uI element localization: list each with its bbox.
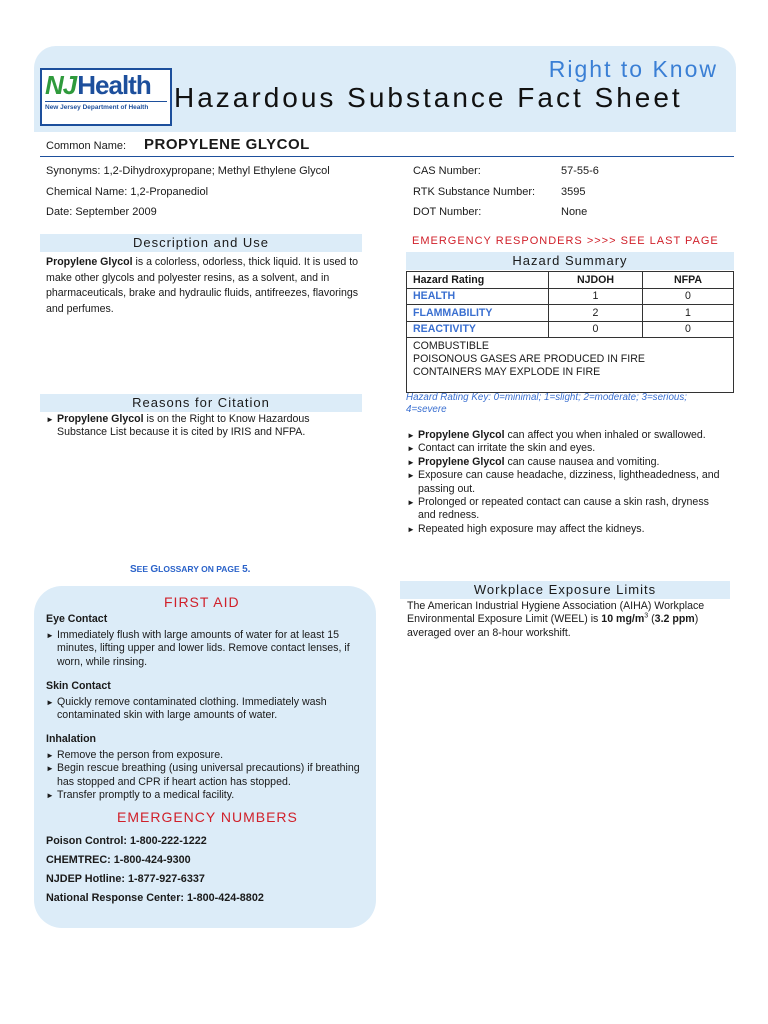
hazard-notes [407,338,734,393]
list-item: ► Contact can irritate the skin and eyes. [407,442,596,455]
synonyms: Synonyms: 1,2-Dihydroxypropane; Methyl Ethylene Glycol [46,165,330,178]
bullet-arrow-icon: ► [46,750,54,760]
njdep-hotline-number: NJDEP Hotline: 1-877-927-6337 [46,873,205,885]
description-body: is a colorless, odorless, thick liquid. It is used to make other glycols and polyester resins, as a solvent, and in pharmaceuticals, brake and hydraulic fluids, antifreezes, flavorings and perfumes. [46,256,359,316]
dot-number-row [413,202,599,223]
hazard-rating-table [406,271,734,393]
common-name-label: Common Name: [46,140,127,152]
health-nfpa: 0 [643,288,734,305]
list-item: ► Transfer promptly to a medical facility. [46,788,235,801]
national-response-center-number: National Response Center: 1-800-424-8802 [46,892,264,904]
poison-control-number: Poison Control: 1-800-222-1222 [46,835,207,847]
common-name-value: PROPYLENE GLYCOL [144,136,310,153]
row-label-health: HEALTH [407,288,549,305]
description-substance: Propylene Glycol [46,256,133,268]
emergency-numbers-heading: EMERGENCY NUMBERS [117,809,298,825]
table-header-row [407,272,734,289]
bullet-arrow-icon: ► [407,498,415,508]
logo-subtitle: New Jersey Department of Health [45,101,167,111]
flammability-njdoh: 2 [549,305,643,322]
citation-list [46,413,362,440]
list-item: ► Exposure can cause headache, dizziness, lightheadedness, and passing out. [407,469,720,495]
exposure-limits-text: The American Industrial Hygiene Association (AIHA) Workplace Environmental Exposure Limit (WEEL) is 10 $mg/m^3$ (3.2 ppm) averaged over an 8-hour workshift. [407,600,705,639]
bullet-arrow-icon: ► [46,630,54,640]
citation-substance: Propylene Glycol [57,413,144,425]
table-notes-row [407,338,734,393]
table-row [407,288,734,305]
date: Date: September 2009 [46,206,157,219]
hazard-bullets [407,429,729,536]
hazard-rating-key: Hazard Rating Key: 0=minimal; 1=slight; 2=moderate; 3=serious; 4=severe [406,392,687,415]
rtk-number-row [413,182,599,203]
list-item: ► Propylene Glycol can cause nausea and vomiting. [407,455,660,468]
hazard-summary-heading: Hazard Summary [406,252,734,270]
emergency-numbers-list [46,832,366,908]
bullet-arrow-icon: ► [46,697,54,707]
logo-nj-text: NJ [45,70,77,100]
list-item: ► Propylene Glycol can affect you when inhaled or swallowed. [407,429,706,441]
rtk-number-value: 3595 [561,185,586,198]
header-divider [40,156,734,157]
bullet-arrow-icon: ► [407,444,415,454]
list-item: ► Immediately flush with large amounts of water for at least 15 minutes, lifting upper and lower lids. Remove contact lenses, if worn, while rinsing. [46,628,350,668]
bullet-arrow-icon: ► [407,524,415,534]
row-label-reactivity: REACTIVITY [407,321,549,338]
list-item: ► Remove the person from exposure. [46,748,224,761]
skin-contact-section [46,679,366,723]
col-nfpa: NFPA [643,272,734,289]
note-line: POISONOUS GASES ARE PRODUCED IN FIRE [413,353,645,365]
table-row [407,321,734,338]
chemtrec-number: CHEMTREC: 1-800-424-9300 [46,854,191,866]
citation-body: is on the Right to Know Hazardous Substance List because it is cited by IRIS and NFPA. [57,413,310,439]
description-heading: Description and Use [40,234,362,252]
cas-number-value: 57-55-6 [561,165,599,178]
identity-right [413,161,599,223]
dot-number-label: DOT Number: [413,206,482,219]
inhalation-heading: Inhalation [46,733,97,745]
note-line: CONTAINERS MAY EXPLODE IN FIRE [413,366,601,378]
cas-number-label: CAS Number: [413,165,481,178]
bullet-arrow-icon: ► [46,415,54,424]
health-njdoh: 1 [549,288,643,305]
flammability-nfpa: 1 [643,305,734,322]
col-hazard-rating: Hazard Rating [407,272,549,289]
right-to-know-label: Right to Know [548,56,718,82]
first-aid-heading: FIRST AID [164,594,240,610]
dot-number-value: None [561,206,588,219]
col-njdoh: NJDOH [549,272,643,289]
reactivity-njdoh: 0 [549,321,643,338]
bullet-arrow-icon: ► [46,790,54,800]
exposure-limits-heading: Workplace Exposure Limits [400,581,730,599]
nj-health-logo [40,68,172,126]
inhalation-section [46,732,366,802]
common-name-row [46,136,310,153]
note-line: COMBUSTIBLE [413,340,489,352]
emergency-responders-note: EMERGENCY RESPONDERS >>>> SEE LAST PAGE [412,235,719,247]
description-text [46,255,364,318]
citation-heading: Reasons for Citation [40,394,362,412]
bullet-arrow-icon: ► [407,471,415,481]
citation-item [46,413,362,440]
list-item: ► Prolonged or repeated contact can cause a skin rash, dryness and redness. [407,496,709,522]
table-row [407,305,734,322]
rtk-number-label: RTK Substance Number: [413,185,536,198]
chemical-name: Chemical Name: 1,2-Propanediol [46,185,209,198]
logo-health-text: Health [77,70,151,100]
bullet-arrow-icon: ► [46,764,54,774]
bullet-arrow-icon: ► [407,431,415,440]
eye-contact-heading: Eye Contact [46,613,108,625]
list-item: ► Begin rescue breathing (using universal precautions) if breathing has stopped and CPR if heart action has stopped. [46,762,360,788]
document-title: Hazardous Substance Fact Sheet [174,82,683,113]
eye-contact-section [46,612,366,669]
skin-contact-heading: Skin Contact [46,680,111,692]
bullet-arrow-icon: ► [407,457,415,467]
reactivity-nfpa: 0 [643,321,734,338]
list-item: ► Repeated high exposure may affect the kidneys. [407,522,645,535]
row-label-flammability: FLAMMABILITY [407,305,549,322]
identity-left [46,161,406,223]
glossary-link[interactable]: SEE GLOSSARY ON PAGE 5. [130,564,251,575]
cas-number-row [413,161,599,182]
list-item: ► Quickly remove contaminated clothing. Immediately wash contaminated skin with large amounts of water. [46,695,327,722]
